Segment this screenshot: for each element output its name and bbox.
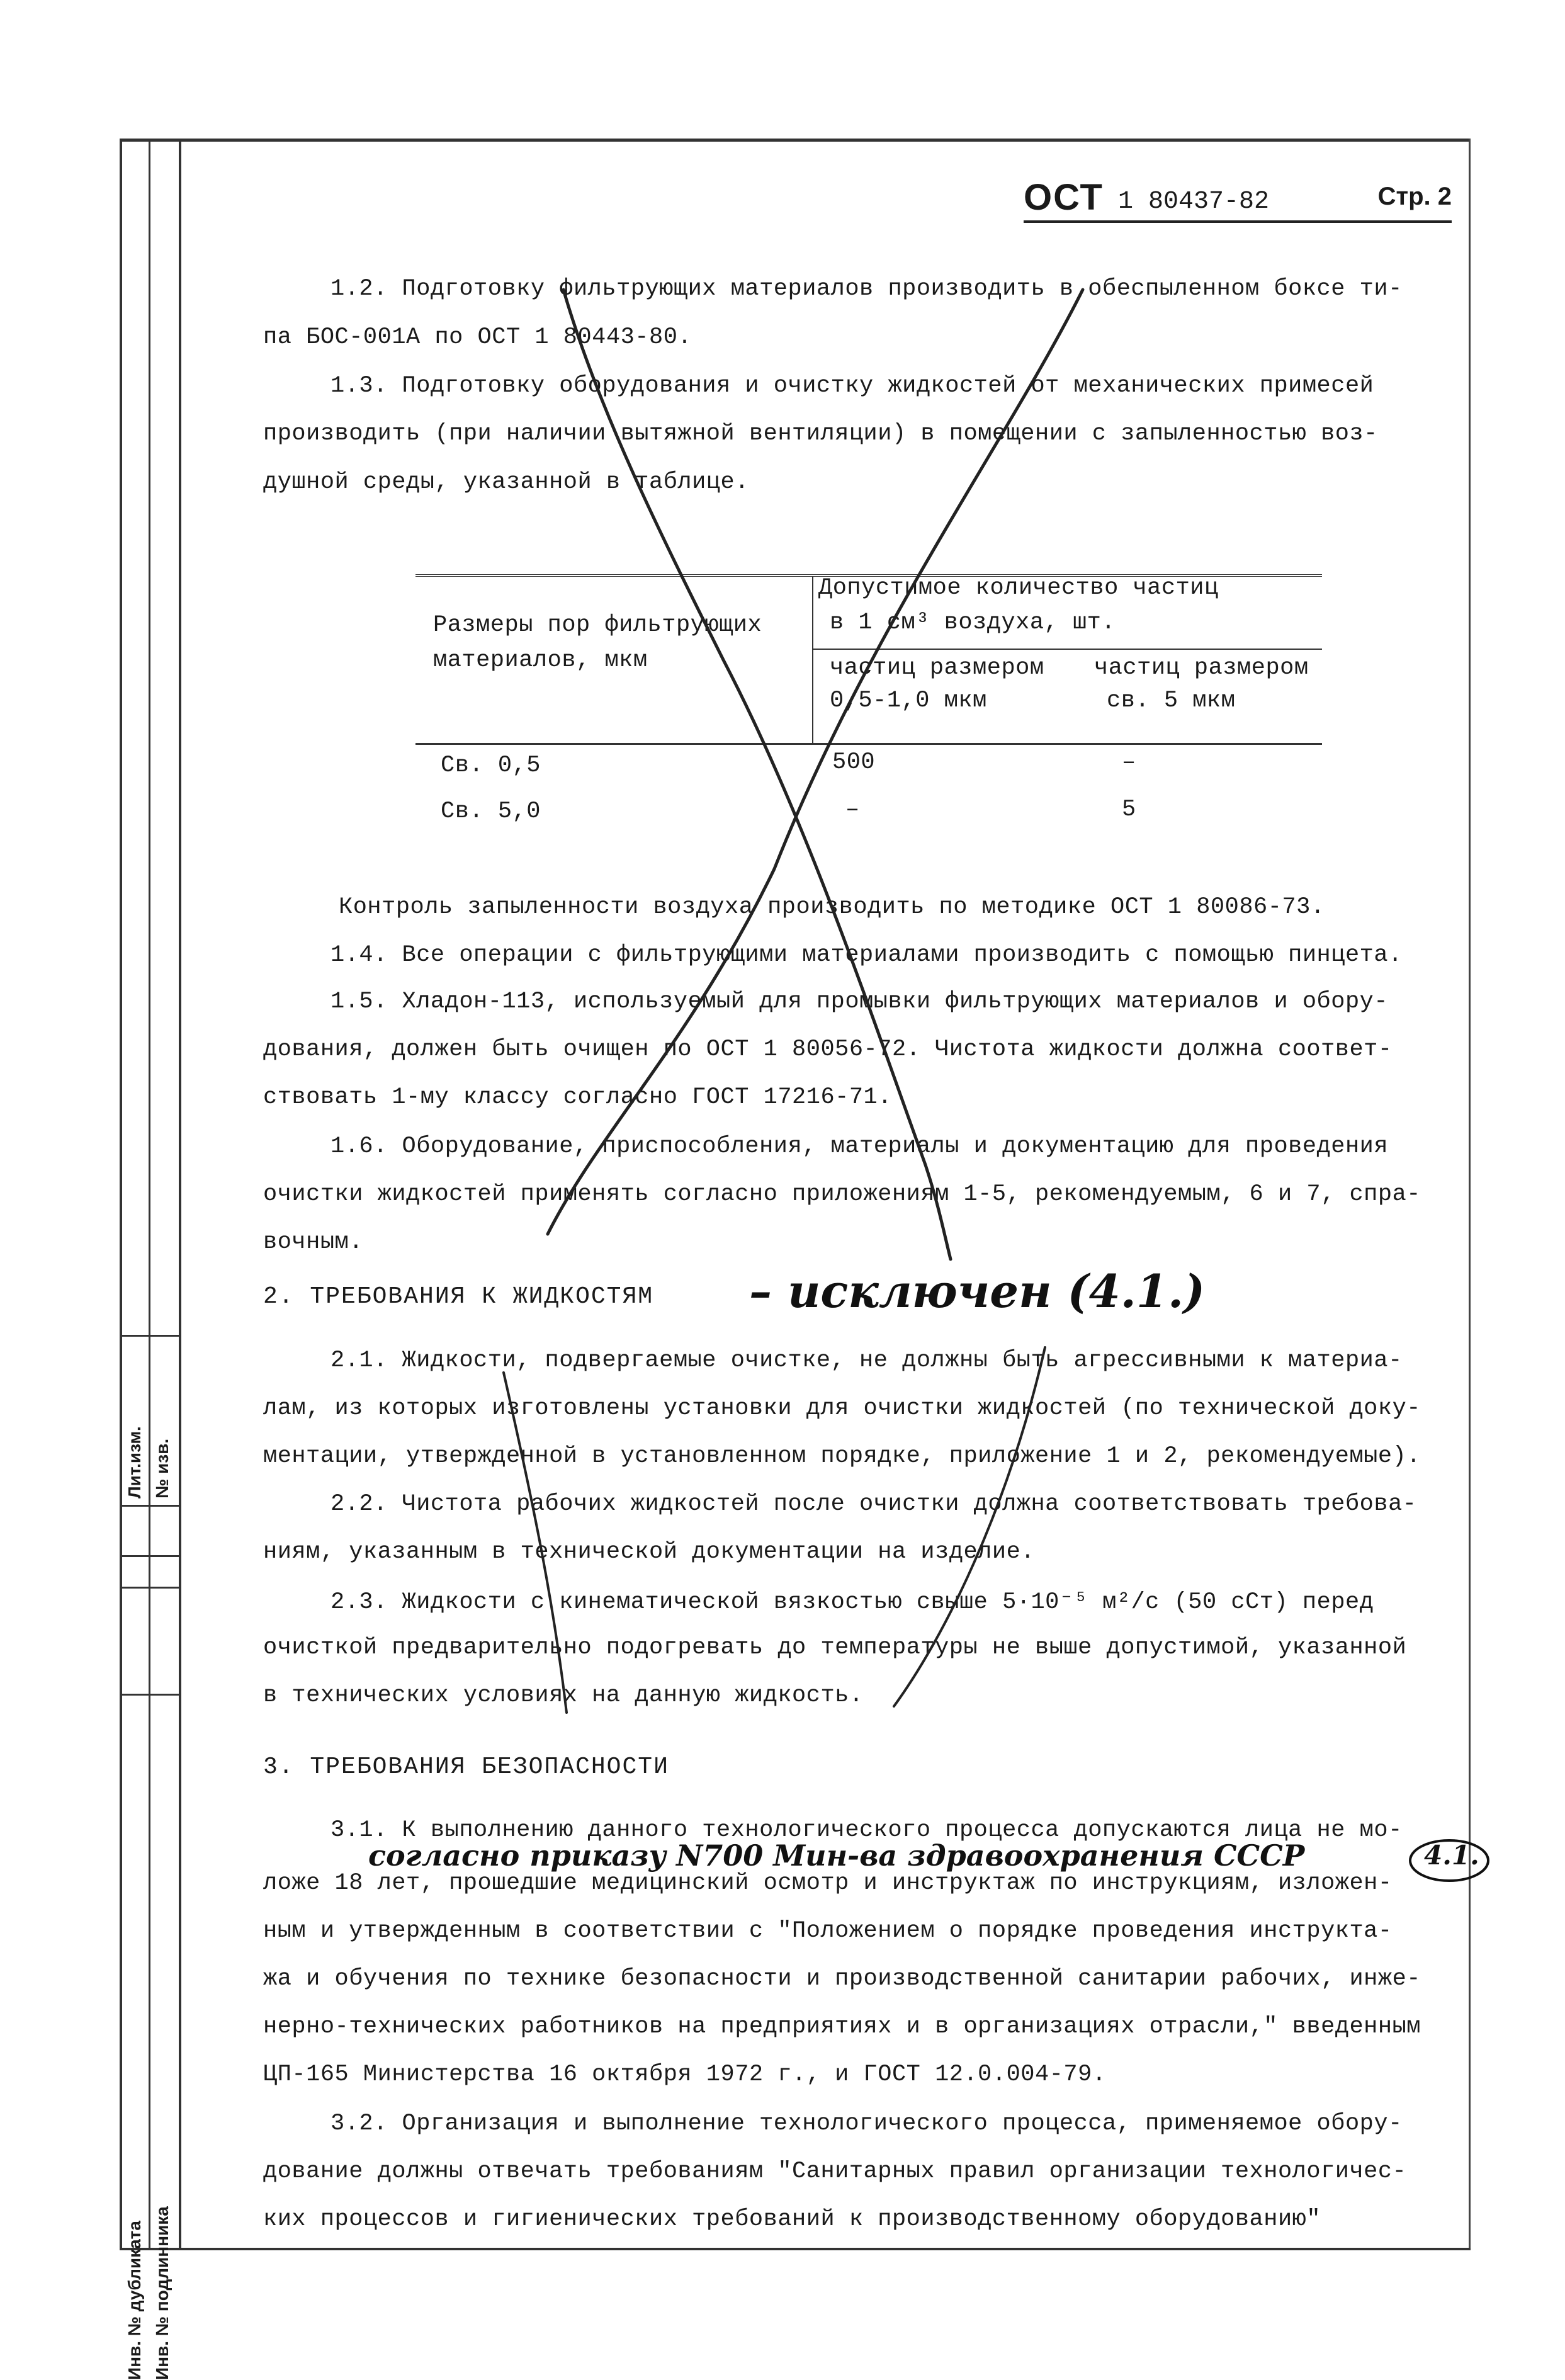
section-3-heading: 3. ТРЕБОВАНИЯ БЕЗОПАСНОСТИ <box>263 1754 669 1781</box>
paragraph-line: 2.3. Жидкости с кинематической вязкостью свыше 5·10⁻⁵ м²/с (50 сСт) перед <box>331 1589 1374 1616</box>
cross-out-stroke <box>504 1373 567 1713</box>
table-cell-value: 5 <box>1122 796 1136 823</box>
paragraph-line: ментации, утвержденной в установленном порядке, приложение 1 и 2, рекомендуемые). <box>263 1443 1421 1470</box>
paragraph-line: очистки жидкостей применять согласно приложениям 1-5, рекомендуемым, 6 и 7, спра- <box>263 1181 1421 1208</box>
paragraph-line: производить (при наличии вытяжной вентиляции) в помещении с запыленностью воз- <box>263 421 1378 447</box>
margin-label-lit-izm: Лит.изм. <box>125 1426 144 1499</box>
table-subheader-2: св. 5 мкм <box>1107 688 1236 714</box>
paragraph-line: жа и обучения по технике безопасности и производственной санитарии рабочих, инже- <box>263 1966 1421 1992</box>
table-header-col1: Размеры пор фильтрующих <box>433 612 762 638</box>
handwritten-circle <box>1410 1840 1488 1881</box>
cross-out-stroke <box>894 1347 1045 1706</box>
paragraph-line: в технических условиях на данную жидкость. <box>263 1682 864 1709</box>
paragraph-line: дования, должен быть очищен по ОСТ 1 80056-72. Чистота жидкости должна соответ- <box>263 1036 1393 1063</box>
paragraph-line: па БОС-001А по ОСТ 1 80443-80. <box>263 324 692 351</box>
table-subheader-2: частиц размером <box>1094 655 1309 681</box>
paragraph-line: очисткой предварительно подогревать до температуры не выше допустимой, указанной <box>263 1635 1407 1661</box>
paragraph-line: 2.1. Жидкости, подвергаемые очистке, не должны быть агрессивными к материа- <box>331 1347 1403 1374</box>
paragraph-line: ЦП-165 Министерства 16 октября 1972 г., и ГОСТ 12.0.004-79. <box>263 2061 1107 2088</box>
paragraph-line: 3.2. Организация и выполнение технологического процесса, применяемое обору- <box>331 2111 1403 2137</box>
paragraph-line: 1.6. Оборудование, приспособления, материалы и документацию для проведения <box>331 1133 1389 1160</box>
paragraph-line: вочным. <box>263 1229 363 1255</box>
header-standard-number: 1 80437-82 <box>1118 188 1270 216</box>
margin-label-izv: № изв. <box>152 1438 172 1499</box>
paragraph-line: нерно-технических работников на предприятиях и в организациях отрасли," введенным <box>263 2014 1421 2040</box>
paragraph-line: ких процессов и гигиенических требований к производственному оборудованию" <box>263 2206 1321 2233</box>
paragraph-line: 1.5. Хладон-113, используемый для промывки фильтрующих материалов и обору- <box>331 989 1389 1015</box>
table-header-col1: материалов, мкм <box>433 647 648 674</box>
table-cell-value: 500 <box>832 749 876 776</box>
paragraph-line: ствовать 1-му классу согласно ГОСТ 17216-71. <box>263 1084 892 1111</box>
margin-label-podlinnika: Инв. № подлинника <box>152 2206 172 2380</box>
paragraph-line: душной среды, указанной в таблице. <box>263 469 749 496</box>
section-2-heading: 2. ТРЕБОВАНИЯ К ЖИДКОСТЯМ <box>263 1283 654 1310</box>
cross-out-stroke <box>548 290 1083 1234</box>
header-page-number: Стр. 2 <box>1377 183 1452 210</box>
paragraph-line: 1.3. Подготовку оборудования и очистку жидкостей от механических примесей <box>331 373 1374 399</box>
paragraph-line: 1.2. Подготовку фильтрующих материалов производить в обеспыленном боксе ти- <box>331 276 1403 302</box>
paragraph-line: ниям, указанным в технической документации на изделие. <box>263 1539 1035 1565</box>
paragraph-line: Контроль запыленности воздуха производить по методике ОСТ 1 80086-73. <box>339 894 1325 921</box>
paragraph-line: 2.2. Чистота рабочих жидкостей после очистки должна соответствовать требова- <box>331 1491 1417 1517</box>
handwritten-circled-mark: 4.1. <box>1424 1840 1479 1871</box>
margin-label-dublikata: Инв. № дубликата <box>125 2221 144 2380</box>
table-subheader-1: 0,5-1,0 мкм <box>830 688 987 714</box>
paragraph-line: лам, из которых изготовлены установки для очистки жидкостей (по технической доку- <box>263 1395 1421 1422</box>
paragraph-line: дование должны отвечать требованиям "Санитарных правил организации технологичес- <box>263 2158 1407 2185</box>
paragraph-line: ложе 18 лет, прошедшие медицинский осмотр и инструктаж по инструкциям, изложен- <box>263 1870 1393 1896</box>
table-cell-size: Св. 0,5 <box>441 752 541 779</box>
table-header-col2: в 1 см³ воздуха, шт. <box>830 609 1116 636</box>
paragraph-line: 1.4. Все операции с фильтрующими материалами производить с помощью пинцета. <box>331 942 1403 968</box>
table-cell-size: Св. 5,0 <box>441 798 541 825</box>
handwritten-order-note: согласно приказу N700 Мин-ва здравоохранения СССР <box>368 1839 1305 1873</box>
table-cell-value: – <box>1122 749 1136 776</box>
table-cell-value: – <box>845 796 860 823</box>
table-subheader-1: частиц размером <box>830 655 1044 681</box>
cross-out-stroke <box>563 290 951 1259</box>
handwritten-excluded-note: – исключен (4.1.) <box>749 1264 1206 1318</box>
paragraph-line: ным и утвержденным в соответствии с "Положением о порядке проведения инструкта- <box>263 1918 1393 1944</box>
table-header-col2: Допустимое количество частиц <box>818 575 1219 601</box>
paragraph-line: 3.1. К выполнению данного технологического процесса допускаются лица не мо- <box>331 1817 1403 1844</box>
header-ost: ОСТ <box>1024 177 1104 218</box>
